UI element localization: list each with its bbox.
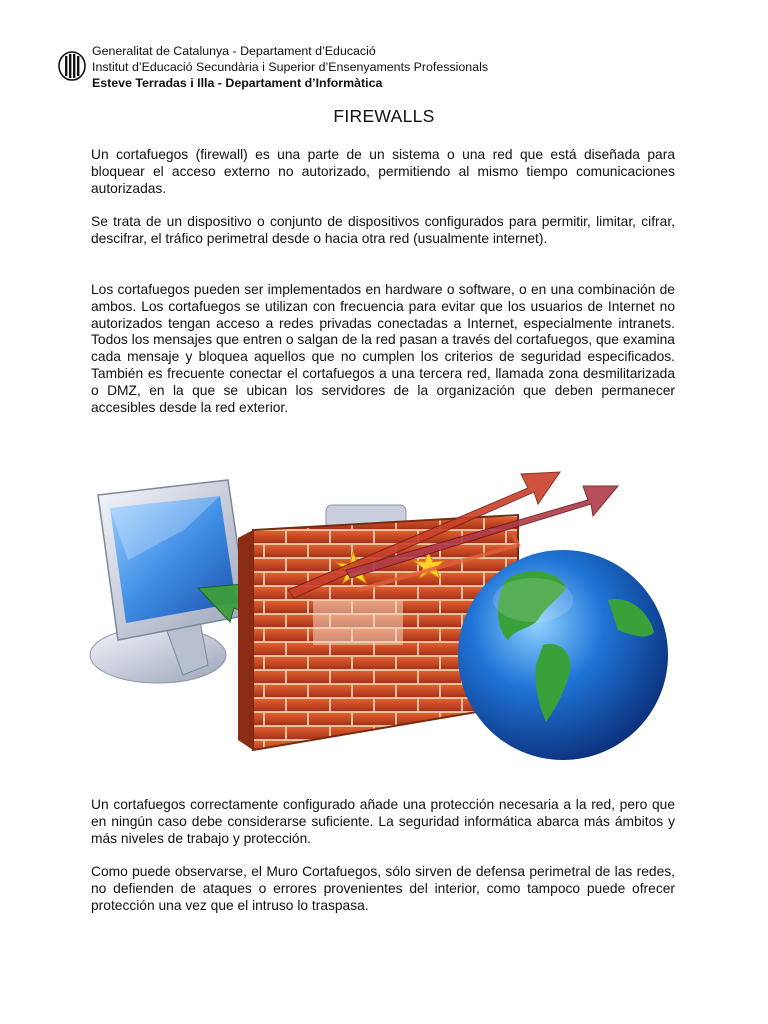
header-line-2: Institut d’Educació Secundària i Superior d’Ensenyaments Professionals [92, 60, 489, 74]
generalitat-logo-icon [58, 51, 86, 81]
paragraph-intro: Un cortafuegos (firewall) es una parte de un sistema o una red que está diseñada para bloquear el acceso externo no autorizado, permitiendo al mismo tiempo comunicaciones autorizadas. [91, 147, 675, 196]
firewall-illustration [88, 460, 678, 760]
header-line-3: Esteve Terradas i Illa - Departament d’Informàtica [92, 76, 383, 90]
paragraph-protection: Un cortafuegos correctamente configurado añade una protección necesaria a la red, pero que en ningún caso debe considerarse suficiente. La seguridad informática abarca más ámbitos y más niveles de trabajo y protección. [91, 797, 675, 846]
header-line-1: Generalitat de Catalunya - Departament d’Educació [92, 44, 376, 58]
paragraph-definition: Se trata de un dispositivo o conjunto de dispositivos configurados para permitir, limitar, cifrar, descifrar, el tráfico perimetral desde o hacia otra red (usualmente internet). [91, 214, 675, 246]
paragraph-perimeter: Como puede observarse, el Muro Cortafuegos, sólo sirven de defensa perimetral de las redes, no defienden de ataques o errores provenientes del interior, como tampoco puede ofrecer protección una vez que el intruso lo traspasa. [91, 864, 675, 913]
paragraph-implementation: Los cortafuegos pueden ser implementados en hardware o software, o en una combinación de ambos. Los cortafuegos se utilizan con frecuencia para evitar que los usuarios de Internet no autorizados tengan acceso a redes privadas conectadas a Internet, especialmente intranets. Todos los mensajes que entren o salgan de la red pasan a través del cortafuegos, que examina cada mensaje y bloquea aquellos que no cumplen los criterios de seguridad especificados. También es frecuente conectar el cortafuegos a una tercera red, llamada zona desmilitarizada o DMZ, en la que se ubican los servidores de la organización que deben permanecer accesibles desde la red exterior. [91, 282, 675, 415]
globe-icon [458, 550, 668, 760]
document-header [58, 43, 488, 91]
page-title: FIREWALLS [333, 106, 435, 126]
header-text [92, 43, 488, 91]
